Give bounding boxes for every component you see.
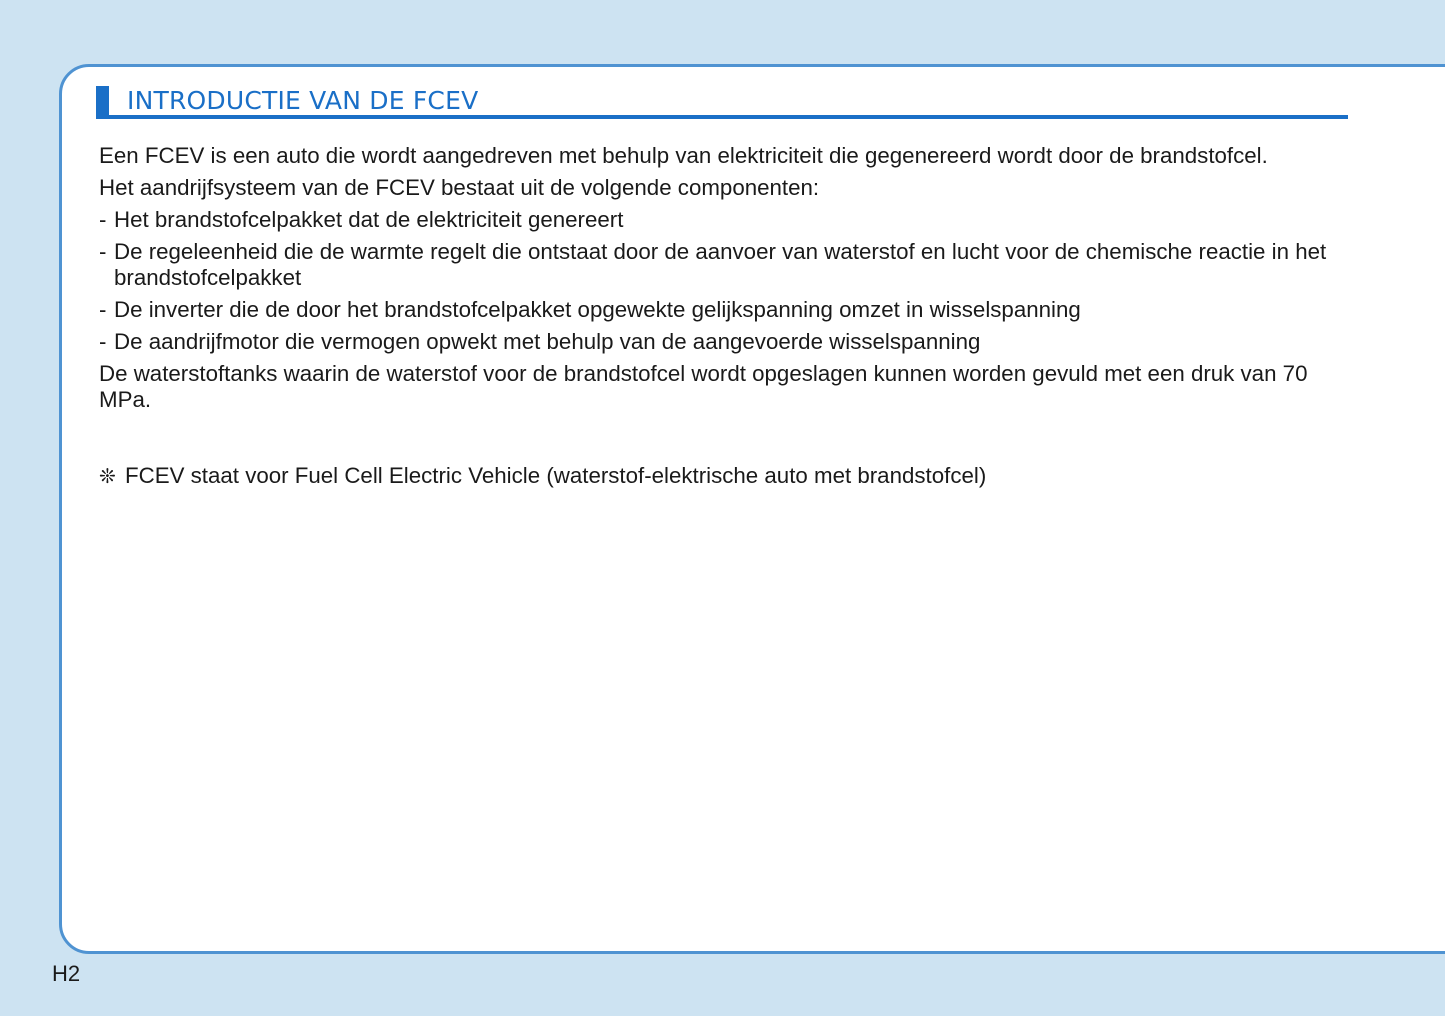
section-title: INTRODUCTIE VAN DE FCEV: [127, 86, 479, 115]
body-text: [99, 143, 1349, 419]
list-item: [99, 297, 1349, 323]
page-number: H2: [52, 961, 81, 986]
bullet-dash: -: [99, 329, 107, 354]
list-item-text: De inverter die de door het brandstofcelpakket opgewekte gelijkspanning omzet in wisselspanning: [114, 297, 1081, 322]
list-item-text: Het brandstofcelpakket dat de elektriciteit genereert: [114, 207, 624, 232]
footnote-text: FCEV staat voor Fuel Cell Electric Vehicle (waterstof-elektrische auto met brandstofcel): [125, 463, 987, 488]
bullet-dash: -: [99, 297, 107, 322]
intro-paragraph: Een FCEV is een auto die wordt aangedreven met behulp van elektriciteit die gegenereerd wordt door de brandstofcel.: [99, 143, 1268, 168]
hydrogen-tanks-paragraph: De waterstoftanks waarin de waterstof voor de brandstofcel wordt opgeslagen kunnen worden gevuld met een druk van 70 MPa.: [99, 361, 1308, 412]
header-rule: [96, 115, 1348, 119]
section-header: [96, 86, 1348, 119]
header-marker: [96, 86, 109, 116]
list-item: [99, 239, 1349, 291]
list-item: [99, 207, 1349, 233]
footnote: [99, 462, 986, 491]
bullet-dash: -: [99, 207, 107, 232]
list-item: [99, 329, 1349, 355]
list-item-text: De aandrijfmotor die vermogen opwekt met behulp van de aangevoerde wisselspanning: [114, 329, 981, 354]
bullet-dash: -: [99, 239, 107, 264]
asterisk-note-icon: ❊: [99, 466, 116, 488]
list-item-text: De regeleenheid die de warmte regelt die ontstaat door de aanvoer van waterstof en lucht voor de chemische reactie in het brandstofcelpakket: [114, 239, 1327, 290]
components-intro-paragraph: Het aandrijfsysteem van de FCEV bestaat uit de volgende componenten:: [99, 175, 820, 200]
